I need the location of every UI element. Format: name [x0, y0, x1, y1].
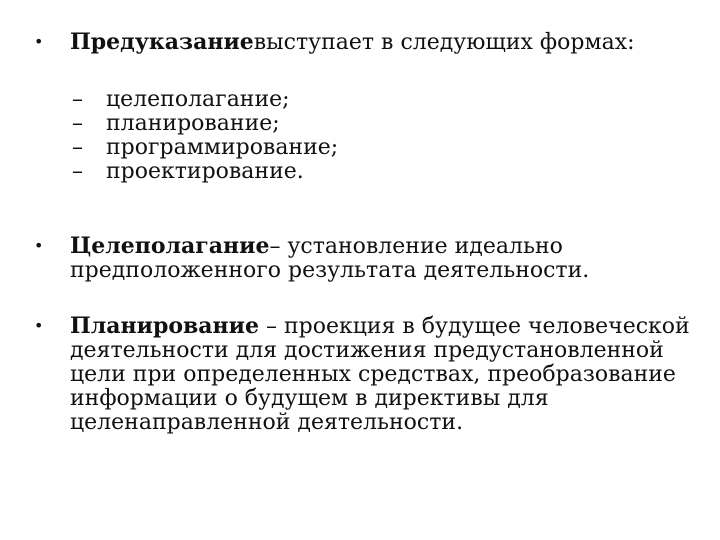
dash-icon: – — [72, 135, 83, 160]
dash-icon: – — [72, 159, 83, 184]
definition-planning: – проекция в будущее человеческой деятельности для достижения предустановленной цели при определенных средствах, преобразование информации о будущем в директивы для целенаправленной деятельности. — [70, 314, 690, 435]
definition-forecasting: выступает в следующих формах: — [253, 30, 635, 55]
bullet-text — [70, 314, 690, 435]
term-forecasting: Предуказание — [70, 29, 254, 55]
bullet-icon: • — [34, 316, 44, 335]
dash-icon: – — [72, 87, 83, 112]
bullet-icon: • — [34, 32, 44, 51]
bullet-text — [70, 30, 690, 55]
list-item: – планирование; — [72, 111, 280, 136]
dash-icon: – — [72, 111, 83, 136]
bullet-text — [70, 234, 690, 283]
forms-list — [72, 88, 338, 184]
list-item: – целеполагание; — [72, 87, 290, 112]
definition-goal-setting: – установление идеально предположенного результата деятельности. — [70, 234, 590, 283]
term-planning: Планирование — [70, 313, 259, 339]
list-item: – проектирование. — [72, 159, 304, 184]
bullet-icon: • — [34, 236, 44, 255]
term-goal-setting: Целеполагание — [70, 233, 270, 259]
list-item: – программирование; — [72, 135, 339, 160]
